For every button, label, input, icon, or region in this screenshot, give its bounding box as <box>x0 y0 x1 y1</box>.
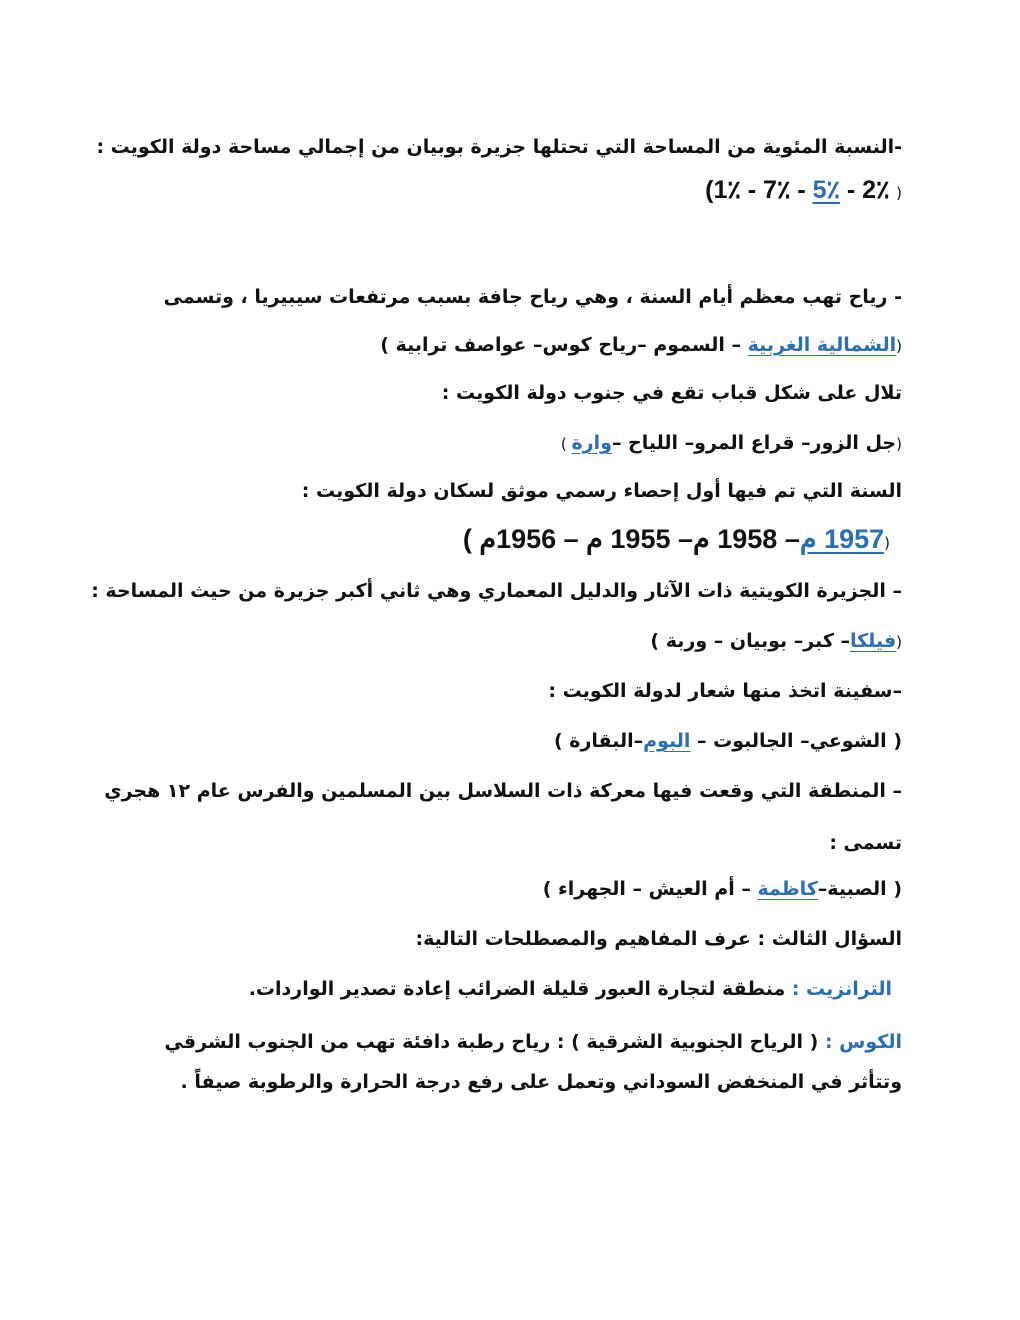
question-battle: – المنطقة التي وقعت فيها معركة ذات السلاسل بين المسلمين والفرس عام ١٢ هجري <box>104 780 902 802</box>
option-2-percent: 2٪ <box>862 176 890 204</box>
question-wind: - رياح تهب معظم أيام السنة ، وهي رياح جافة بسبب مرتفعات سيبيريا ، وتسمى <box>163 286 902 308</box>
question-hills: تلال على شكل قباب تقع في جنوب دولة الكويت : <box>441 382 902 404</box>
option-1-percent: 1٪) <box>705 176 741 204</box>
answer-northwest: الشمالية الغربية <box>747 334 897 356</box>
question-battle-cont: تسمى : <box>829 832 902 854</box>
answer-wara: وارة <box>571 432 612 454</box>
options-ship: ( الشوعي– الجالبوت – البوم–البقارة ) <box>553 730 902 752</box>
question-census: السنة التي تم فيها أول إحصاء رسمي موثق لسكان دولة الكويت : <box>301 480 902 502</box>
definition-transit: الترانزيت : منطقة لتجارة العبور قليلة الضرائب إعادة تصدير الواردات. <box>248 978 892 1000</box>
question-area-percentage: -النسبة المئوية من المساحة التي تحتلها جزيرة بوبيان من إجمالي مساحة دولة الكويت : <box>96 136 902 158</box>
answer-failaka: فيلكا <box>850 630 897 652</box>
term-transit: الترانزيت : <box>791 978 892 1000</box>
options-census: (1957 م– 1958 م– 1955 م – 1956م ) <box>462 524 890 554</box>
term-kaws: الكوس : <box>824 1031 902 1053</box>
answer-boom: البوم <box>643 730 691 752</box>
definition-kaws: الكوس : ( الرياح الجنوبية الشرقية ) : رياح رطبة دافئة تهب من الجنوب الشرقي وتتأثر في المنخفض السوداني وتعمل على رفع درجة الحرارة والرطوبة صيفاً . <box>164 1031 902 1093</box>
answer-5-percent: 5٪ <box>812 176 840 204</box>
question-ship: –سفينة اتخذ منها شعار لدولة الكويت : <box>548 680 902 702</box>
question-three-heading: السؤال الثالث : عرف المفاهيم والمصطلحات التالية: <box>415 928 902 950</box>
options-battle: ( الصبية–كاظمة – أم العيش – الجهراء ) <box>542 878 902 900</box>
answer-1957: 1957 م <box>799 524 885 554</box>
options-island: (فيلكا– كبر– بوبيان – وربة ) <box>650 630 902 652</box>
answer-kazma: كاظمة <box>757 878 818 900</box>
options-hills: (جل الزور– قراع المرو– اللياح –وارة ) <box>560 432 902 454</box>
options-area-percentage: ( 2٪ - 5٪ - 7٪ - 1٪) <box>705 176 902 204</box>
question-island: – الجزيرة الكويتية ذات الآثار والدليل المعماري وهي ثاني أكبر جزيرة من حيث المساحة : <box>91 580 902 602</box>
options-wind: (الشمالية الغربية – السموم –رياح كوس– عواصف ترابية ) <box>380 334 902 356</box>
option-7-percent: 7٪ <box>763 176 791 204</box>
